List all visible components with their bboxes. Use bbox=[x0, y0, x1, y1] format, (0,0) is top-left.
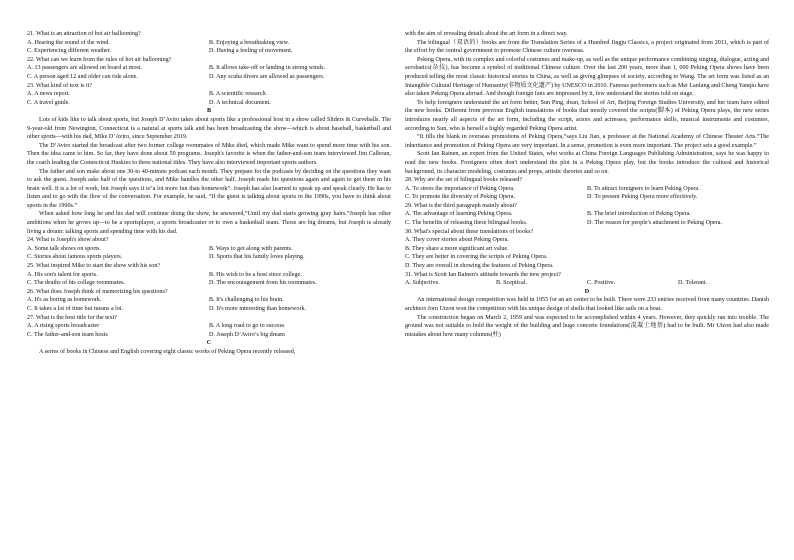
option-b: B. A scientific research. bbox=[209, 91, 268, 98]
question-29: 29. What is the third paragraph mainly about? bbox=[405, 202, 517, 209]
option-d: D. The encouragement from his roommates. bbox=[209, 280, 317, 287]
option-c: C. A person aged 12 and older can ride alone. bbox=[27, 73, 138, 80]
option-a: A. The advantage of learning Peking Opera. bbox=[405, 211, 513, 218]
passage-b-paragraph: The father and son make about one 30-to 40-minute podcast each month. They prepare for the podcasts by deciding on the questions they want to ask the guest. Joseph asks half of the questions, and Mike handles the other half. Joseph reads his questions again and again to get them in his brain well. It is a lot of work, but Joseph says it is“a lot more fun than homework”. Joseph has also learned to speak up and speak clearly. He has to listen and to go with the flow of the conversation. For example, he said, “If the guest is talking about sports in the 1990s, you have to think about sports in the 1990s.” bbox=[27, 168, 391, 209]
question-31-options bbox=[405, 279, 769, 288]
passage-c-paragraph: with the aim of revealing details about the art form in a direct way. bbox=[405, 31, 568, 37]
option-c: C. Stories about famous sports players. bbox=[27, 254, 123, 261]
option-c: C. A travel guide. bbox=[27, 99, 70, 106]
passage-c-paragraph: A series of books in Chinese and English covering eight classic works of Peking Opera recently released, bbox=[39, 348, 296, 355]
question-24-options bbox=[27, 245, 391, 262]
option-b: B. It allows take-off or landing in strong winds. bbox=[209, 65, 325, 72]
question-27: 27. What is the best title for the text? bbox=[27, 314, 118, 321]
option-a: A. They cover stories about Peking Opera. bbox=[405, 237, 509, 244]
option-a: A. A news report. bbox=[27, 91, 70, 98]
question-22: 22. What can we learn from the rules of hot air ballooning? bbox=[27, 56, 172, 63]
option-c: C. Positive. bbox=[587, 280, 616, 287]
option-a: A. A rising sports broadcaster bbox=[27, 323, 100, 330]
option-b: B. His wish to be a host since college. bbox=[209, 271, 302, 278]
option-b: B. To attract foreigners to learn Peking Opera. bbox=[587, 185, 700, 192]
option-b: B. They share a more significant art value. bbox=[405, 245, 509, 252]
option-d: D. Having a feeling of movement. bbox=[209, 48, 293, 55]
option-b: B. A long road to go to success bbox=[209, 323, 285, 330]
question-28: 28. Why are the set of bilingual books released? bbox=[405, 177, 523, 184]
option-a: A. To stress the importance of Peking Opera. bbox=[405, 185, 515, 192]
option-c: C. Experiencing different weather. bbox=[27, 48, 111, 55]
option-c: C. It takes a lot of time but means a lot. bbox=[27, 306, 124, 312]
left-column bbox=[27, 30, 391, 357]
section-c-heading: C bbox=[206, 340, 212, 347]
option-b: B. Ways to get along with parents. bbox=[209, 245, 293, 252]
option-d: D. Any scuba divers are allowed as passengers. bbox=[209, 73, 325, 80]
option-c: C. The benefits of releasing these bilingual books. bbox=[405, 220, 528, 227]
option-c: C. The deaths of his college roommates. bbox=[27, 280, 126, 287]
option-d: D. Tolerant. bbox=[678, 280, 708, 287]
question-28-options bbox=[405, 185, 769, 202]
option-a: A. Some talk shows on sports. bbox=[27, 245, 101, 252]
passage-b-paragraph: Lots of kids like to talk about sports, but Joseph D’Aviro takes about sports like a professional host in a show called Sliders & Curveballs. The 9-year-old from Newington, Connecticut is a natural at sports talk and has been broadcasting the show—which is about baseball, basketball and other sports—with his dad, Mike D’Aviro, since September 2019. bbox=[27, 116, 391, 141]
option-c: C. They are better in covering the scripts of Peking Opera. bbox=[405, 254, 548, 261]
option-a: A. 13 passengers are allowed on board at most. bbox=[27, 65, 143, 72]
question-21-options bbox=[27, 39, 391, 56]
question-23-options bbox=[27, 90, 391, 107]
right-column bbox=[405, 30, 769, 339]
passage-b-paragraph: When asked how long he and his dad will continue doing the show, he answered,“Until my dad starts growing gray hairs.”Joseph has other ambitions when he grows up—to be a sportsplayer, a sports broadcaster or to own a basketball team. Those are big dreams, but Joseph is already living a dream: talking sports and spending time with his dad. bbox=[27, 211, 391, 235]
passage-c-paragraph: Peking Opera, with its complex and colorful costumes and make-up, as well as the unique performance combining singing, dialogue, acting and acrobatics(杂技), has become a symbol of traditional Chinese culture. Over the last 200 years, more than 1, 000 Peking Opera shows have been produced telling the most classic historical stories in China, as well as giving glimpses of society, according to Wang. The art form was listed as an Intangible Cultural Heritage of Humanity(非物质文化遗产) by UNESCO in 2010. Famous performers such as Mei Lanfang and Cheng Yanqiu have also taken Peking Opera abroad. And though foreign fans are impressed by it, few understand the stories told on stage. bbox=[405, 56, 769, 98]
question-27-options bbox=[27, 322, 391, 339]
question-23: 23. What kind of text is it? bbox=[27, 82, 93, 89]
option-c: C. The father-and-son team hosts bbox=[27, 331, 108, 338]
question-26: 26. What does Joseph think of memorizing his questions? bbox=[27, 288, 168, 295]
passage-c-paragraph: “It fills the blank in overseas promotions of Peking Opera,”says Liu Jian, a professor at the National Academy of Chinese Theater Arts.“The inheritance and promotion of Peking Opera are very important. In a sense, promotion is even more important. The project sets a good example.” bbox=[405, 134, 769, 149]
option-d: D. Sports that his family loves playing. bbox=[209, 254, 305, 261]
option-d: D. A technical document. bbox=[209, 99, 271, 106]
option-b: B. Sceptical. bbox=[496, 280, 527, 287]
option-b: B. It's challenging to his brain. bbox=[209, 297, 284, 304]
passage-c-paragraph: The bilingual（双语的）books are from the Translation Series of a Hundred Jingju Classics, a project originated from 2011, which is part of the effort by the central government to promote Chinese culture overseas. bbox=[405, 39, 769, 55]
question-22-options bbox=[27, 64, 391, 81]
option-d: D. They are overall in showing the features of Peking Opera. bbox=[405, 263, 554, 270]
passage-b-paragraph: The D’Aviro started the broadcast after two former college roommates of Mike died, which made Mike want to spend more time with his son. Then the idea came to him. So far, they have done about 50 programs. Joseph's favorite is when the father-and-son team interviewed Jim Calhoun, the coach leading the Connecticut Huskies to three national titles. They have also interviewed important sports authors. bbox=[27, 142, 391, 166]
question-30: 30. What's special about these translations of books? bbox=[405, 228, 534, 235]
option-a: A. Subjective. bbox=[405, 280, 440, 287]
question-21: 21. What is an attraction of hot air ballooning? bbox=[27, 31, 141, 37]
section-b-heading: B bbox=[206, 108, 212, 115]
question-25-options bbox=[27, 271, 391, 288]
option-d: D. The reason for people's attachment to Peking Opera. bbox=[587, 220, 723, 227]
passage-d-paragraph: An international design competition was held in 1955 for an art center to be built. There were 233 entries received from many countries. Danish architect Jorn Utzon won the competition with his unique design of shells that looked like sails on a boat. bbox=[405, 297, 769, 312]
question-24: 24. What is Joseph's show about? bbox=[27, 237, 109, 244]
question-30-options bbox=[405, 236, 769, 270]
option-a: A. His son's talent for sports. bbox=[27, 271, 98, 278]
option-d: D. Joseph D’Aviro’s big dream bbox=[209, 331, 285, 338]
option-b: B. The brief introduction of Peking Opera. bbox=[587, 211, 691, 218]
passage-d-paragraph: The construction began on March 2, 1959 and was expected to be accomplished within 4 years. However, they quickly ran into trouble. The ground was not suitable to hold the weight of the building and huge concrete foundations(混凝土地基) had to be built. Mr Utzon had also made mistakes about how many columns(柱) bbox=[405, 314, 769, 338]
question-29-options bbox=[405, 210, 769, 227]
question-26-options bbox=[27, 296, 391, 313]
question-25: 25. What inspired Mike to start the show with his son? bbox=[27, 263, 161, 270]
option-d: D. It's more interesting than homework. bbox=[209, 306, 307, 312]
option-a: A. Hearing the sound of the wind. bbox=[27, 39, 110, 46]
passage-c-paragraph: To help foreigners understand the art form better, Sun Ping, dean, School of Art, Beijing Foreign Studies University, and her team have edited the new books. Different from previous English translations of books that mostly covered the scripts(脚本) of Peking Opera plays, the new series introduces nearly all aspects of the art form, including the script, actors and actresses, performance skills, musical instruments and costumes, according to Sun, who is herself a highly regarded Peking Opera artist. bbox=[405, 99, 769, 132]
option-b: B. Enjoying a breathtaking view. bbox=[209, 39, 290, 46]
section-d-heading: D bbox=[584, 288, 590, 295]
option-d: D. To present Peking Opera more effectively. bbox=[587, 194, 698, 201]
option-a: A. It's as boring as homework. bbox=[27, 297, 102, 304]
passage-c-paragraph: Scott Ian Rainen, an expert from the United States, who works at China Foreign Languages Publishing Administration, says he was happy to read the new books. Foreigners often don't understand the plot in a Peking Opera play, but the books introduce the cultural and historical background, its character modeling, costumes and props, artistic theories and so on. bbox=[405, 151, 769, 175]
option-c: C. To promote the diversity of Peking Opera. bbox=[405, 194, 515, 201]
question-31: 31. What is Scott Ian Rainen's attitude towards the new project? bbox=[405, 271, 561, 278]
